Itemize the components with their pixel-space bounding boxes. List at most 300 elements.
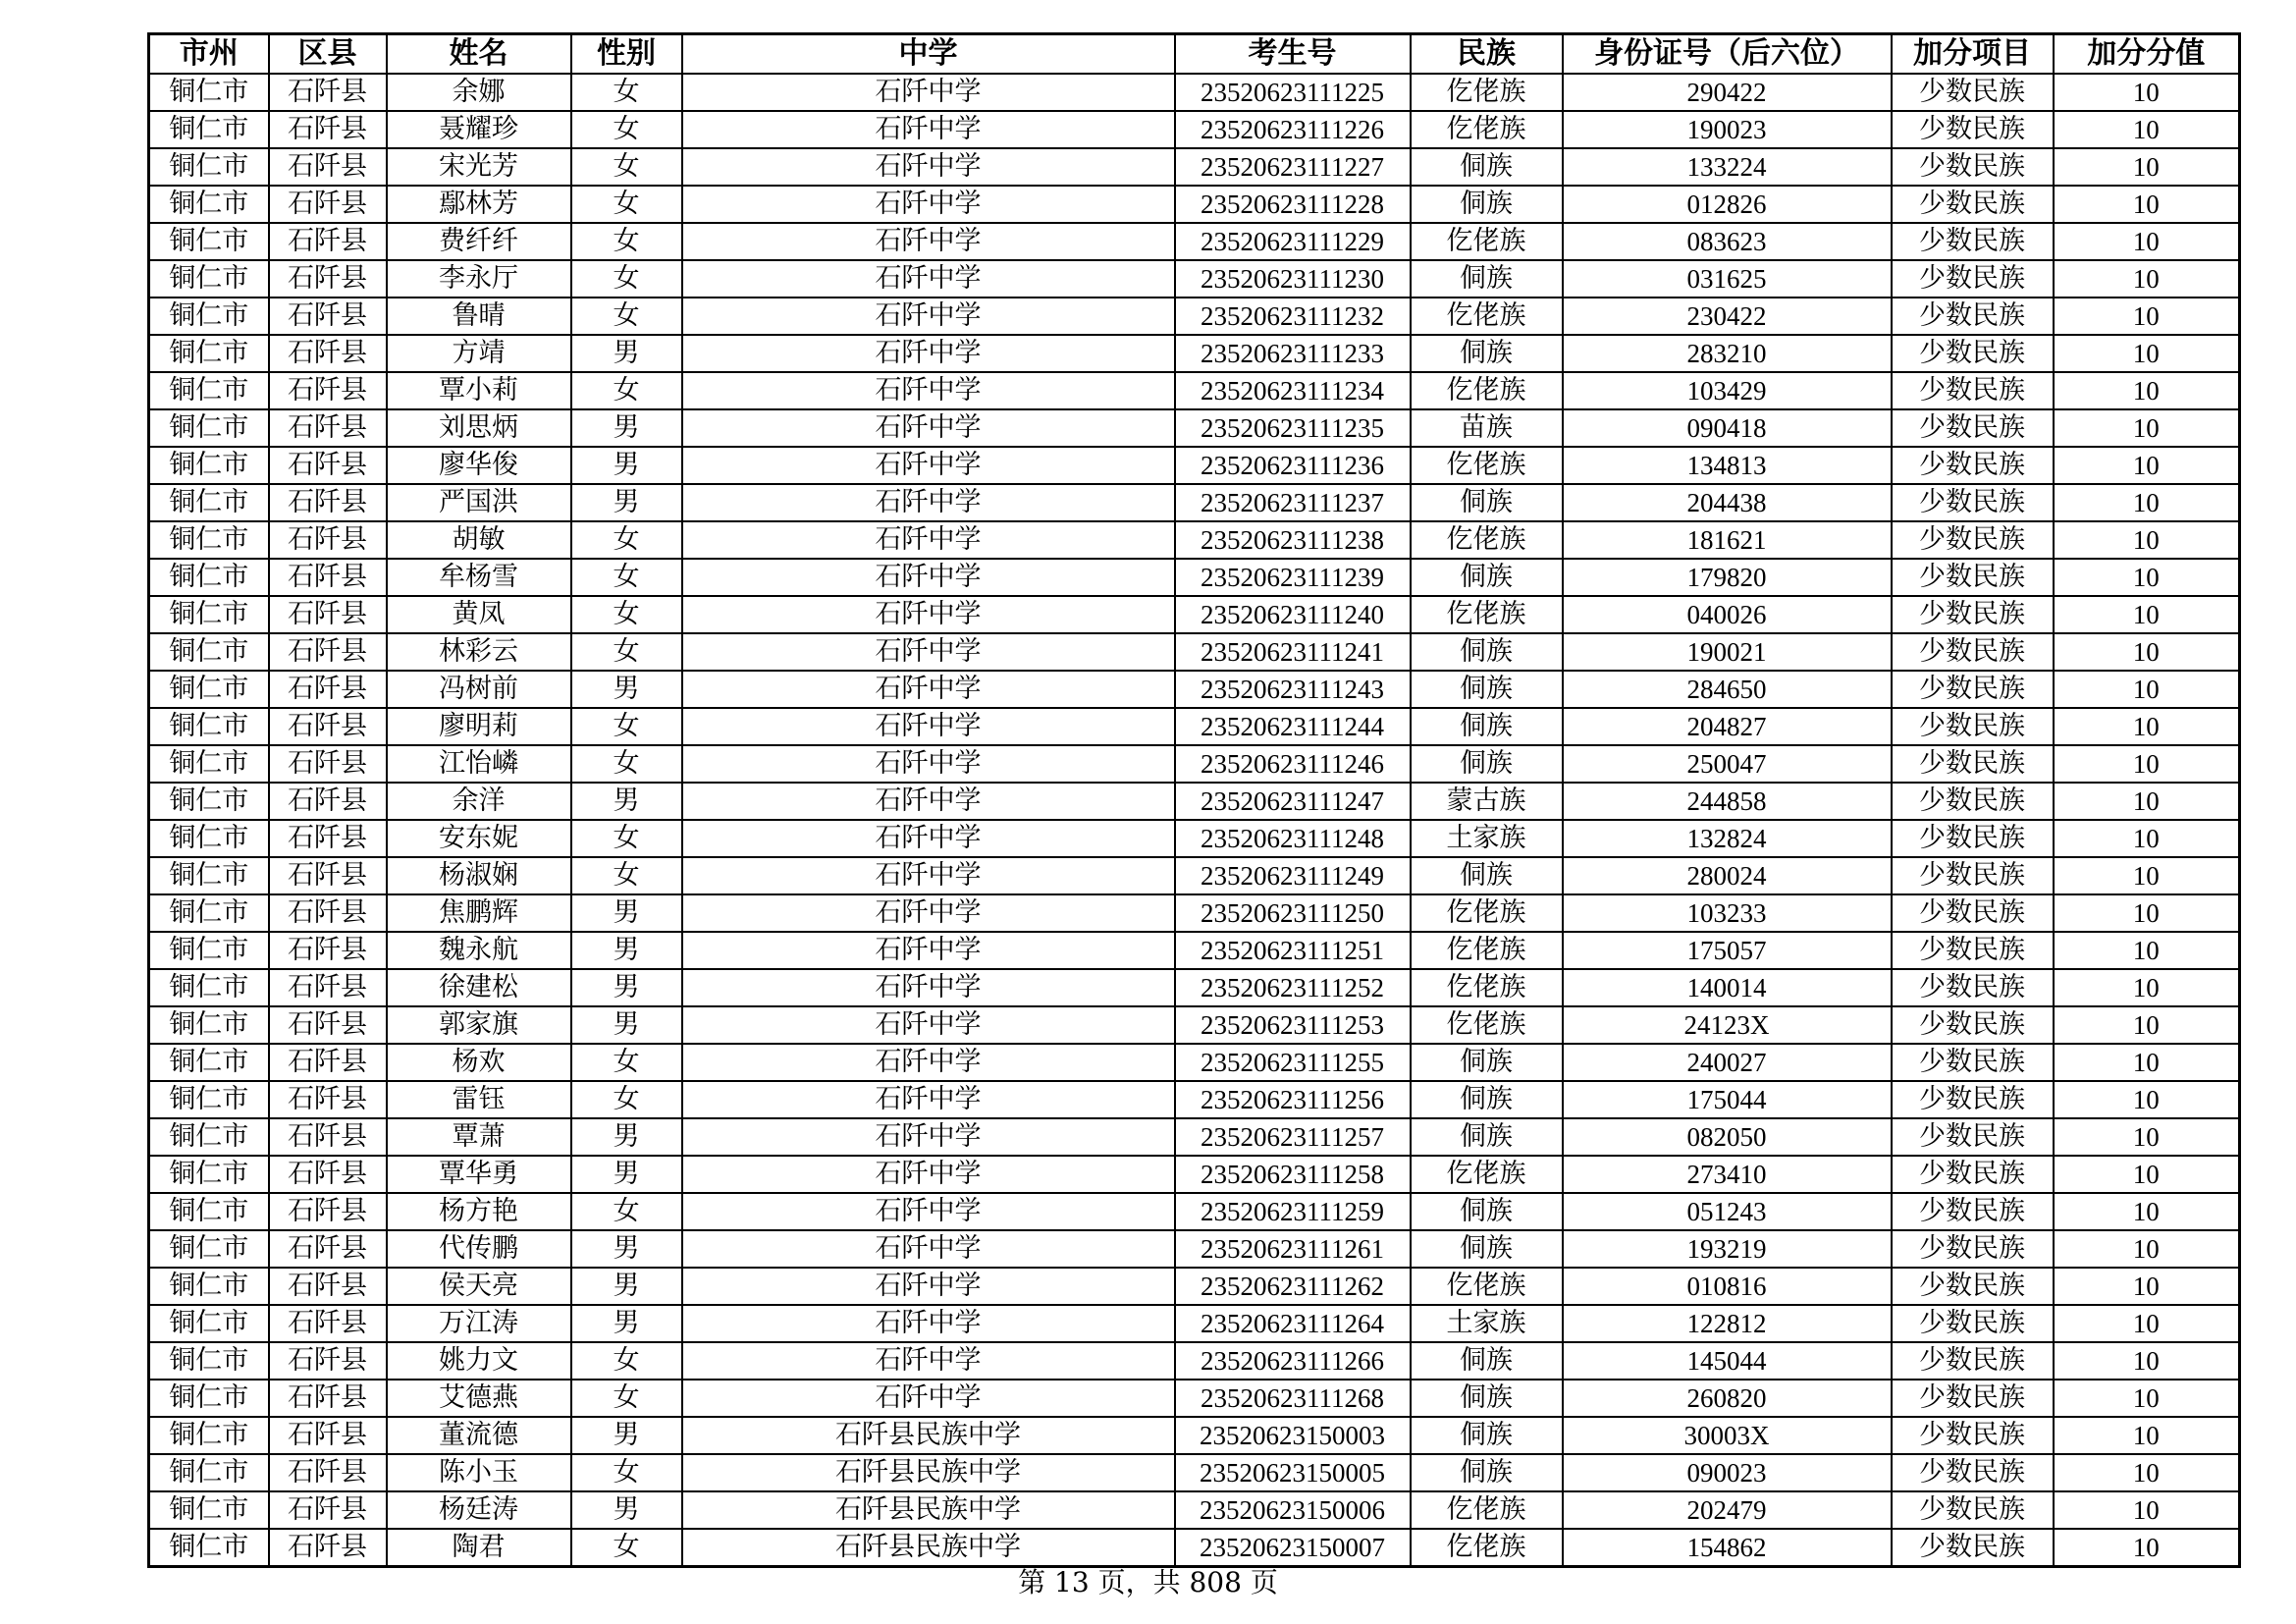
col-name-cell: 宋光芳 bbox=[387, 148, 571, 186]
header-exam-number: 考生号 bbox=[1175, 34, 1411, 75]
table-row bbox=[149, 186, 2240, 223]
col-gender-cell: 女 bbox=[571, 111, 682, 148]
col-ethnicity-cell: 侗族 bbox=[1411, 671, 1563, 708]
col-bonus-item-cell: 少数民族 bbox=[1892, 1118, 2054, 1156]
col-county-cell: 石阡县 bbox=[269, 111, 387, 148]
col-name-cell: 廖明莉 bbox=[387, 708, 571, 745]
col-ethnicity-cell: 仡佬族 bbox=[1411, 111, 1563, 148]
col-county-cell: 石阡县 bbox=[269, 1193, 387, 1230]
col-city-cell: 铜仁市 bbox=[149, 596, 269, 633]
col-school-cell: 石阡中学 bbox=[682, 596, 1175, 633]
col-ethnicity-cell: 侗族 bbox=[1411, 633, 1563, 671]
col-school-cell: 石阡县民族中学 bbox=[682, 1529, 1175, 1567]
col-id-suffix-cell: 031625 bbox=[1563, 260, 1892, 298]
col-exam-number-cell: 23520623111233 bbox=[1175, 335, 1411, 372]
col-name-cell: 郭家旗 bbox=[387, 1006, 571, 1044]
col-ethnicity-cell: 侗族 bbox=[1411, 559, 1563, 596]
col-county-cell: 石阡县 bbox=[269, 596, 387, 633]
col-gender-cell: 女 bbox=[571, 1044, 682, 1081]
col-id-suffix-cell: 179820 bbox=[1563, 559, 1892, 596]
col-city-cell: 铜仁市 bbox=[149, 1268, 269, 1305]
table-row bbox=[149, 335, 2240, 372]
col-ethnicity-cell: 侗族 bbox=[1411, 745, 1563, 783]
table-row bbox=[149, 1491, 2240, 1529]
col-bonus-value-cell: 10 bbox=[2054, 1305, 2240, 1342]
col-city-cell: 铜仁市 bbox=[149, 745, 269, 783]
col-name-cell: 代传鹏 bbox=[387, 1230, 571, 1268]
col-bonus-item-cell: 少数民族 bbox=[1892, 484, 2054, 521]
col-ethnicity-cell: 仡佬族 bbox=[1411, 372, 1563, 409]
col-county-cell: 石阡县 bbox=[269, 783, 387, 820]
col-school-cell: 石阡中学 bbox=[682, 298, 1175, 335]
col-gender-cell: 女 bbox=[571, 857, 682, 894]
col-gender-cell: 男 bbox=[571, 409, 682, 447]
header-school: 中学 bbox=[682, 34, 1175, 75]
col-county-cell: 石阡县 bbox=[269, 932, 387, 969]
col-city-cell: 铜仁市 bbox=[149, 708, 269, 745]
col-bonus-value-cell: 10 bbox=[2054, 745, 2240, 783]
col-gender-cell: 女 bbox=[571, 708, 682, 745]
col-county-cell: 石阡县 bbox=[269, 1491, 387, 1529]
col-school-cell: 石阡中学 bbox=[682, 186, 1175, 223]
col-school-cell: 石阡中学 bbox=[682, 1081, 1175, 1118]
col-bonus-value-cell: 10 bbox=[2054, 1006, 2240, 1044]
col-bonus-item-cell: 少数民族 bbox=[1892, 111, 2054, 148]
col-county-cell: 石阡县 bbox=[269, 372, 387, 409]
col-gender-cell: 女 bbox=[571, 1529, 682, 1567]
col-city-cell: 铜仁市 bbox=[149, 298, 269, 335]
table-row bbox=[149, 1342, 2240, 1380]
col-name-cell: 严国洪 bbox=[387, 484, 571, 521]
table-row bbox=[149, 1193, 2240, 1230]
col-gender-cell: 女 bbox=[571, 1380, 682, 1417]
col-city-cell: 铜仁市 bbox=[149, 1081, 269, 1118]
col-city-cell: 铜仁市 bbox=[149, 1305, 269, 1342]
col-city-cell: 铜仁市 bbox=[149, 484, 269, 521]
col-bonus-item-cell: 少数民族 bbox=[1892, 74, 2054, 111]
col-ethnicity-cell: 蒙古族 bbox=[1411, 783, 1563, 820]
col-school-cell: 石阡中学 bbox=[682, 708, 1175, 745]
col-school-cell: 石阡中学 bbox=[682, 1193, 1175, 1230]
col-bonus-value-cell: 10 bbox=[2054, 1230, 2240, 1268]
col-bonus-item-cell: 少数民族 bbox=[1892, 1491, 2054, 1529]
col-name-cell: 姚力文 bbox=[387, 1342, 571, 1380]
col-city-cell: 铜仁市 bbox=[149, 1156, 269, 1193]
col-bonus-item-cell: 少数民族 bbox=[1892, 932, 2054, 969]
col-id-suffix-cell: 012826 bbox=[1563, 186, 1892, 223]
col-id-suffix-cell: 273410 bbox=[1563, 1156, 1892, 1193]
col-bonus-item-cell: 少数民族 bbox=[1892, 745, 2054, 783]
col-county-cell: 石阡县 bbox=[269, 1342, 387, 1380]
col-ethnicity-cell: 仡佬族 bbox=[1411, 447, 1563, 484]
col-school-cell: 石阡县民族中学 bbox=[682, 1454, 1175, 1491]
table-row bbox=[149, 745, 2240, 783]
col-county-cell: 石阡县 bbox=[269, 969, 387, 1006]
col-id-suffix-cell: 181621 bbox=[1563, 521, 1892, 559]
col-school-cell: 石阡中学 bbox=[682, 857, 1175, 894]
table-row bbox=[149, 1417, 2240, 1454]
col-bonus-value-cell: 10 bbox=[2054, 633, 2240, 671]
col-exam-number-cell: 23520623111255 bbox=[1175, 1044, 1411, 1081]
col-city-cell: 铜仁市 bbox=[149, 1342, 269, 1380]
col-ethnicity-cell: 侗族 bbox=[1411, 1380, 1563, 1417]
col-school-cell: 石阡中学 bbox=[682, 372, 1175, 409]
col-bonus-item-cell: 少数民族 bbox=[1892, 521, 2054, 559]
col-school-cell: 石阡中学 bbox=[682, 932, 1175, 969]
col-exam-number-cell: 23520623111256 bbox=[1175, 1081, 1411, 1118]
col-gender-cell: 女 bbox=[571, 1081, 682, 1118]
header-id-suffix: 身份证号（后六位） bbox=[1563, 34, 1892, 75]
col-name-cell: 聂耀珍 bbox=[387, 111, 571, 148]
col-ethnicity-cell: 侗族 bbox=[1411, 335, 1563, 372]
col-school-cell: 石阡中学 bbox=[682, 1118, 1175, 1156]
col-bonus-value-cell: 10 bbox=[2054, 969, 2240, 1006]
col-city-cell: 铜仁市 bbox=[149, 969, 269, 1006]
col-id-suffix-cell: 240027 bbox=[1563, 1044, 1892, 1081]
col-exam-number-cell: 23520623150006 bbox=[1175, 1491, 1411, 1529]
col-gender-cell: 男 bbox=[571, 1118, 682, 1156]
col-exam-number-cell: 23520623111232 bbox=[1175, 298, 1411, 335]
col-id-suffix-cell: 283210 bbox=[1563, 335, 1892, 372]
col-id-suffix-cell: 010816 bbox=[1563, 1268, 1892, 1305]
col-ethnicity-cell: 侗族 bbox=[1411, 1230, 1563, 1268]
col-ethnicity-cell: 侗族 bbox=[1411, 148, 1563, 186]
table-header bbox=[149, 34, 2240, 75]
col-bonus-value-cell: 10 bbox=[2054, 1417, 2240, 1454]
col-name-cell: 牟杨雪 bbox=[387, 559, 571, 596]
col-gender-cell: 女 bbox=[571, 260, 682, 298]
col-bonus-item-cell: 少数民族 bbox=[1892, 894, 2054, 932]
col-exam-number-cell: 23520623111239 bbox=[1175, 559, 1411, 596]
col-id-suffix-cell: 145044 bbox=[1563, 1342, 1892, 1380]
col-exam-number-cell: 23520623111249 bbox=[1175, 857, 1411, 894]
col-city-cell: 铜仁市 bbox=[149, 820, 269, 857]
table-row bbox=[149, 223, 2240, 260]
table-row bbox=[149, 484, 2240, 521]
col-id-suffix-cell: 154862 bbox=[1563, 1529, 1892, 1567]
col-name-cell: 艾德燕 bbox=[387, 1380, 571, 1417]
col-school-cell: 石阡中学 bbox=[682, 1342, 1175, 1380]
col-bonus-value-cell: 10 bbox=[2054, 671, 2240, 708]
col-bonus-item-cell: 少数民族 bbox=[1892, 633, 2054, 671]
col-bonus-item-cell: 少数民族 bbox=[1892, 1268, 2054, 1305]
col-id-suffix-cell: 190023 bbox=[1563, 111, 1892, 148]
col-bonus-item-cell: 少数民族 bbox=[1892, 1081, 2054, 1118]
col-name-cell: 魏永航 bbox=[387, 932, 571, 969]
col-name-cell: 江怡嶙 bbox=[387, 745, 571, 783]
header-county: 区县 bbox=[269, 34, 387, 75]
table-row bbox=[149, 1268, 2240, 1305]
col-id-suffix-cell: 083623 bbox=[1563, 223, 1892, 260]
col-gender-cell: 女 bbox=[571, 223, 682, 260]
col-name-cell: 侯天亮 bbox=[387, 1268, 571, 1305]
col-bonus-item-cell: 少数民族 bbox=[1892, 820, 2054, 857]
col-county-cell: 石阡县 bbox=[269, 1305, 387, 1342]
col-id-suffix-cell: 090023 bbox=[1563, 1454, 1892, 1491]
col-ethnicity-cell: 侗族 bbox=[1411, 708, 1563, 745]
col-county-cell: 石阡县 bbox=[269, 1044, 387, 1081]
col-bonus-item-cell: 少数民族 bbox=[1892, 1156, 2054, 1193]
table-row bbox=[149, 671, 2240, 708]
col-county-cell: 石阡县 bbox=[269, 74, 387, 111]
col-bonus-item-cell: 少数民族 bbox=[1892, 969, 2054, 1006]
col-county-cell: 石阡县 bbox=[269, 148, 387, 186]
table-row bbox=[149, 783, 2240, 820]
col-gender-cell: 男 bbox=[571, 671, 682, 708]
col-name-cell: 林彩云 bbox=[387, 633, 571, 671]
col-name-cell: 余洋 bbox=[387, 783, 571, 820]
table-row bbox=[149, 1305, 2240, 1342]
col-id-suffix-cell: 175057 bbox=[1563, 932, 1892, 969]
col-city-cell: 铜仁市 bbox=[149, 372, 269, 409]
col-county-cell: 石阡县 bbox=[269, 260, 387, 298]
col-gender-cell: 男 bbox=[571, 932, 682, 969]
col-ethnicity-cell: 侗族 bbox=[1411, 484, 1563, 521]
col-exam-number-cell: 23520623111237 bbox=[1175, 484, 1411, 521]
col-school-cell: 石阡中学 bbox=[682, 969, 1175, 1006]
col-name-cell: 鲁晴 bbox=[387, 298, 571, 335]
col-school-cell: 石阡中学 bbox=[682, 74, 1175, 111]
admission-bonus-table bbox=[147, 32, 2241, 1568]
table-row bbox=[149, 298, 2240, 335]
col-county-cell: 石阡县 bbox=[269, 447, 387, 484]
col-exam-number-cell: 23520623111264 bbox=[1175, 1305, 1411, 1342]
col-name-cell: 杨欢 bbox=[387, 1044, 571, 1081]
col-exam-number-cell: 23520623111251 bbox=[1175, 932, 1411, 969]
col-exam-number-cell: 23520623111236 bbox=[1175, 447, 1411, 484]
col-county-cell: 石阡县 bbox=[269, 1268, 387, 1305]
col-id-suffix-cell: 260820 bbox=[1563, 1380, 1892, 1417]
col-gender-cell: 男 bbox=[571, 1006, 682, 1044]
col-county-cell: 石阡县 bbox=[269, 521, 387, 559]
col-exam-number-cell: 23520623111250 bbox=[1175, 894, 1411, 932]
col-bonus-value-cell: 10 bbox=[2054, 1491, 2240, 1529]
col-bonus-value-cell: 10 bbox=[2054, 298, 2240, 335]
col-ethnicity-cell: 侗族 bbox=[1411, 1417, 1563, 1454]
col-city-cell: 铜仁市 bbox=[149, 1006, 269, 1044]
col-ethnicity-cell: 仡佬族 bbox=[1411, 1491, 1563, 1529]
col-id-suffix-cell: 090418 bbox=[1563, 409, 1892, 447]
col-exam-number-cell: 23520623150005 bbox=[1175, 1454, 1411, 1491]
col-bonus-value-cell: 10 bbox=[2054, 260, 2240, 298]
col-ethnicity-cell: 仡佬族 bbox=[1411, 1268, 1563, 1305]
col-name-cell: 余娜 bbox=[387, 74, 571, 111]
col-exam-number-cell: 23520623111258 bbox=[1175, 1156, 1411, 1193]
col-county-cell: 石阡县 bbox=[269, 335, 387, 372]
col-name-cell: 刘思炳 bbox=[387, 409, 571, 447]
col-school-cell: 石阡中学 bbox=[682, 1006, 1175, 1044]
col-school-cell: 石阡中学 bbox=[682, 335, 1175, 372]
col-city-cell: 铜仁市 bbox=[149, 111, 269, 148]
col-name-cell: 杨方艳 bbox=[387, 1193, 571, 1230]
table-row bbox=[149, 1380, 2240, 1417]
col-ethnicity-cell: 侗族 bbox=[1411, 1193, 1563, 1230]
col-id-suffix-cell: 040026 bbox=[1563, 596, 1892, 633]
col-county-cell: 石阡县 bbox=[269, 1006, 387, 1044]
table-row bbox=[149, 857, 2240, 894]
col-city-cell: 铜仁市 bbox=[149, 186, 269, 223]
col-county-cell: 石阡县 bbox=[269, 1529, 387, 1567]
col-bonus-value-cell: 10 bbox=[2054, 186, 2240, 223]
col-county-cell: 石阡县 bbox=[269, 708, 387, 745]
table-row bbox=[149, 932, 2240, 969]
col-ethnicity-cell: 仡佬族 bbox=[1411, 932, 1563, 969]
col-gender-cell: 女 bbox=[571, 186, 682, 223]
col-exam-number-cell: 23520623111228 bbox=[1175, 186, 1411, 223]
col-exam-number-cell: 23520623111244 bbox=[1175, 708, 1411, 745]
col-exam-number-cell: 23520623111248 bbox=[1175, 820, 1411, 857]
col-county-cell: 石阡县 bbox=[269, 1156, 387, 1193]
col-bonus-item-cell: 少数民族 bbox=[1892, 1230, 2054, 1268]
col-ethnicity-cell: 仡佬族 bbox=[1411, 1156, 1563, 1193]
col-gender-cell: 女 bbox=[571, 298, 682, 335]
col-id-suffix-cell: 134813 bbox=[1563, 447, 1892, 484]
col-gender-cell: 女 bbox=[571, 559, 682, 596]
col-ethnicity-cell: 侗族 bbox=[1411, 1081, 1563, 1118]
col-gender-cell: 男 bbox=[571, 1417, 682, 1454]
table-row bbox=[149, 447, 2240, 484]
col-id-suffix-cell: 280024 bbox=[1563, 857, 1892, 894]
col-city-cell: 铜仁市 bbox=[149, 1529, 269, 1567]
col-id-suffix-cell: 284650 bbox=[1563, 671, 1892, 708]
col-bonus-value-cell: 10 bbox=[2054, 447, 2240, 484]
col-county-cell: 石阡县 bbox=[269, 1380, 387, 1417]
col-id-suffix-cell: 204827 bbox=[1563, 708, 1892, 745]
col-bonus-item-cell: 少数民族 bbox=[1892, 596, 2054, 633]
col-city-cell: 铜仁市 bbox=[149, 148, 269, 186]
col-bonus-item-cell: 少数民族 bbox=[1892, 223, 2054, 260]
col-bonus-item-cell: 少数民族 bbox=[1892, 372, 2054, 409]
table-row bbox=[149, 111, 2240, 148]
col-bonus-item-cell: 少数民族 bbox=[1892, 671, 2054, 708]
col-bonus-item-cell: 少数民族 bbox=[1892, 1454, 2054, 1491]
col-ethnicity-cell: 仡佬族 bbox=[1411, 894, 1563, 932]
col-bonus-item-cell: 少数民族 bbox=[1892, 1417, 2054, 1454]
table-row bbox=[149, 1230, 2240, 1268]
col-bonus-value-cell: 10 bbox=[2054, 1193, 2240, 1230]
col-school-cell: 石阡县民族中学 bbox=[682, 1417, 1175, 1454]
col-gender-cell: 男 bbox=[571, 1230, 682, 1268]
col-city-cell: 铜仁市 bbox=[149, 783, 269, 820]
col-ethnicity-cell: 苗族 bbox=[1411, 409, 1563, 447]
col-bonus-item-cell: 少数民族 bbox=[1892, 335, 2054, 372]
col-id-suffix-cell: 132824 bbox=[1563, 820, 1892, 857]
col-exam-number-cell: 23520623111226 bbox=[1175, 111, 1411, 148]
col-county-cell: 石阡县 bbox=[269, 409, 387, 447]
col-exam-number-cell: 23520623111225 bbox=[1175, 74, 1411, 111]
col-bonus-item-cell: 少数民族 bbox=[1892, 1342, 2054, 1380]
col-city-cell: 铜仁市 bbox=[149, 223, 269, 260]
col-name-cell: 杨淑娴 bbox=[387, 857, 571, 894]
table-row bbox=[149, 1044, 2240, 1081]
col-bonus-value-cell: 10 bbox=[2054, 857, 2240, 894]
col-id-suffix-cell: 175044 bbox=[1563, 1081, 1892, 1118]
col-city-cell: 铜仁市 bbox=[149, 1230, 269, 1268]
col-gender-cell: 女 bbox=[571, 148, 682, 186]
col-id-suffix-cell: 24123X bbox=[1563, 1006, 1892, 1044]
col-gender-cell: 女 bbox=[571, 745, 682, 783]
col-school-cell: 石阡中学 bbox=[682, 745, 1175, 783]
col-bonus-value-cell: 10 bbox=[2054, 820, 2240, 857]
col-county-cell: 石阡县 bbox=[269, 894, 387, 932]
col-name-cell: 陶君 bbox=[387, 1529, 571, 1567]
table-row bbox=[149, 708, 2240, 745]
col-exam-number-cell: 23520623111247 bbox=[1175, 783, 1411, 820]
col-county-cell: 石阡县 bbox=[269, 1081, 387, 1118]
col-name-cell: 万江涛 bbox=[387, 1305, 571, 1342]
col-school-cell: 石阡中学 bbox=[682, 148, 1175, 186]
col-id-suffix-cell: 140014 bbox=[1563, 969, 1892, 1006]
col-name-cell: 安东妮 bbox=[387, 820, 571, 857]
col-school-cell: 石阡中学 bbox=[682, 521, 1175, 559]
table-row bbox=[149, 148, 2240, 186]
col-name-cell: 徐建松 bbox=[387, 969, 571, 1006]
col-name-cell: 鄢林芳 bbox=[387, 186, 571, 223]
col-gender-cell: 男 bbox=[571, 335, 682, 372]
col-gender-cell: 男 bbox=[571, 894, 682, 932]
col-city-cell: 铜仁市 bbox=[149, 857, 269, 894]
col-gender-cell: 女 bbox=[571, 521, 682, 559]
col-gender-cell: 男 bbox=[571, 447, 682, 484]
header-city: 市州 bbox=[149, 34, 269, 75]
col-county-cell: 石阡县 bbox=[269, 633, 387, 671]
col-exam-number-cell: 23520623111229 bbox=[1175, 223, 1411, 260]
col-gender-cell: 女 bbox=[571, 1193, 682, 1230]
col-gender-cell: 女 bbox=[571, 74, 682, 111]
col-bonus-value-cell: 10 bbox=[2054, 1454, 2240, 1491]
col-exam-number-cell: 23520623111227 bbox=[1175, 148, 1411, 186]
col-school-cell: 石阡中学 bbox=[682, 1380, 1175, 1417]
col-bonus-value-cell: 10 bbox=[2054, 783, 2240, 820]
col-exam-number-cell: 23520623111253 bbox=[1175, 1006, 1411, 1044]
header-bonus-value: 加分分值 bbox=[2054, 34, 2240, 75]
col-bonus-item-cell: 少数民族 bbox=[1892, 708, 2054, 745]
col-id-suffix-cell: 244858 bbox=[1563, 783, 1892, 820]
col-ethnicity-cell: 侗族 bbox=[1411, 1044, 1563, 1081]
col-school-cell: 石阡中学 bbox=[682, 894, 1175, 932]
table-row bbox=[149, 74, 2240, 111]
col-bonus-item-cell: 少数民族 bbox=[1892, 1044, 2054, 1081]
col-id-suffix-cell: 133224 bbox=[1563, 148, 1892, 186]
col-name-cell: 覃华勇 bbox=[387, 1156, 571, 1193]
col-city-cell: 铜仁市 bbox=[149, 1380, 269, 1417]
col-bonus-value-cell: 10 bbox=[2054, 1081, 2240, 1118]
col-bonus-item-cell: 少数民族 bbox=[1892, 447, 2054, 484]
col-name-cell: 方靖 bbox=[387, 335, 571, 372]
col-bonus-item-cell: 少数民族 bbox=[1892, 1006, 2054, 1044]
col-exam-number-cell: 23520623111243 bbox=[1175, 671, 1411, 708]
col-school-cell: 石阡中学 bbox=[682, 447, 1175, 484]
col-id-suffix-cell: 193219 bbox=[1563, 1230, 1892, 1268]
col-county-cell: 石阡县 bbox=[269, 857, 387, 894]
col-exam-number-cell: 23520623111268 bbox=[1175, 1380, 1411, 1417]
col-gender-cell: 男 bbox=[571, 1268, 682, 1305]
col-ethnicity-cell: 侗族 bbox=[1411, 260, 1563, 298]
col-ethnicity-cell: 仡佬族 bbox=[1411, 298, 1563, 335]
col-bonus-item-cell: 少数民族 bbox=[1892, 186, 2054, 223]
col-bonus-value-cell: 10 bbox=[2054, 596, 2240, 633]
col-school-cell: 石阡中学 bbox=[682, 559, 1175, 596]
col-name-cell: 胡敏 bbox=[387, 521, 571, 559]
col-city-cell: 铜仁市 bbox=[149, 559, 269, 596]
col-bonus-value-cell: 10 bbox=[2054, 932, 2240, 969]
col-name-cell: 覃小莉 bbox=[387, 372, 571, 409]
col-county-cell: 石阡县 bbox=[269, 1417, 387, 1454]
col-city-cell: 铜仁市 bbox=[149, 409, 269, 447]
col-name-cell: 雷钰 bbox=[387, 1081, 571, 1118]
col-city-cell: 铜仁市 bbox=[149, 447, 269, 484]
col-county-cell: 石阡县 bbox=[269, 820, 387, 857]
